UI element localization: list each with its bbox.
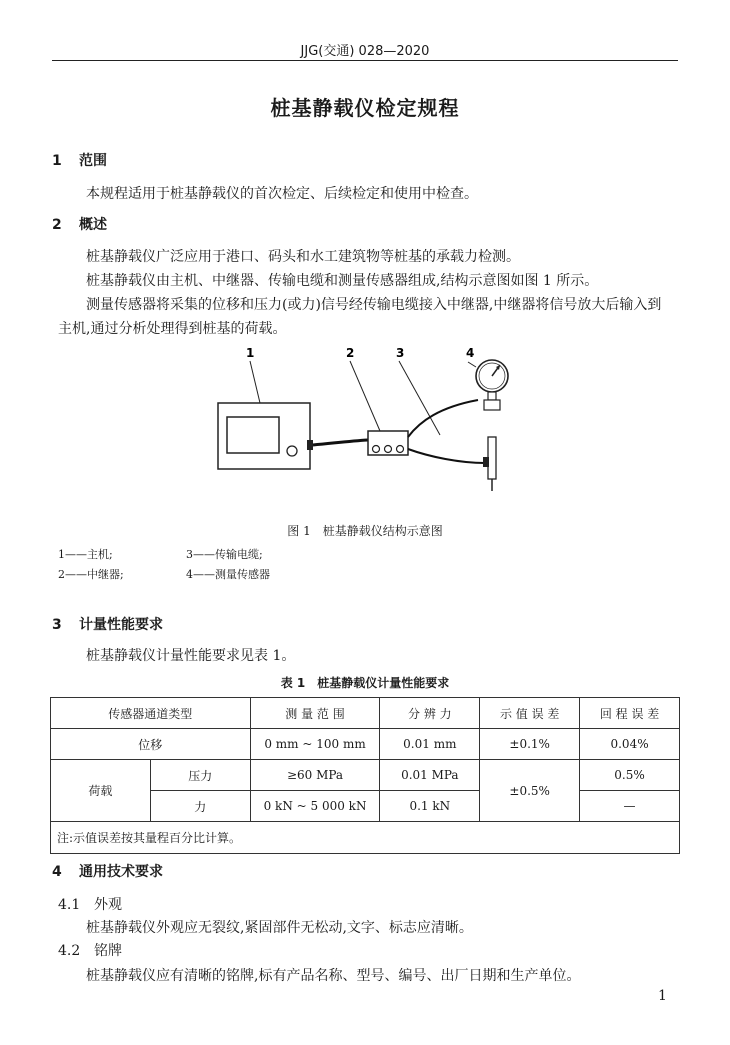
pressure-gauge-icon — [476, 360, 508, 410]
section-2-paragraph-3: 测量传感器将采集的位移和压力(或力)信号经传输电缆接入中继器,中继器将信号放大后输入到主机,通过分析处理得到桩基的荷载。 — [58, 297, 662, 337]
legend-item: 2——中继器; — [58, 568, 124, 581]
subsection-title: 铭牌 — [94, 943, 122, 959]
cell-type: 位移 — [51, 729, 251, 760]
cell-range: 0 mm ~ 100 mm — [250, 729, 380, 760]
cell-load-group: 荷载 — [51, 760, 151, 822]
cell-type: 压力 — [150, 760, 250, 791]
subsection-4-2-heading — [58, 940, 122, 960]
subsection-4-1-text: 桩基静载仪外观应无裂纹,紧固部件无松动,文字、标志应清晰。 — [86, 920, 473, 936]
label-3: 3 — [396, 346, 405, 360]
table-note: 注:示值误差按其量程百分比计算。 — [51, 822, 680, 854]
page-number: 1 — [658, 988, 667, 1004]
table-row-pressure — [51, 760, 680, 791]
section-number: 1 — [52, 153, 62, 169]
cell-resolution: 0.01 mm — [380, 729, 480, 760]
page-title: 桩基静载仪检定规程 — [270, 96, 460, 120]
document-header: JJG(交通) 028—2020 — [300, 44, 430, 59]
subsection-4-2-text: 桩基静载仪应有清晰的铭牌,标有产品名称、型号、编号、出厂日期和生产单位。 — [86, 968, 581, 984]
subsection-number: 4.1 — [58, 897, 81, 913]
cell-resolution: 0.01 MPa — [380, 760, 480, 791]
section-title: 通用技术要求 — [79, 864, 163, 880]
header-range: 测 量 范 围 — [250, 698, 380, 729]
cell-hysteresis: — — [580, 791, 680, 822]
section-3-paragraph: 桩基静载仪计量性能要求见表 1。 — [86, 648, 296, 664]
label-4: 4 — [466, 346, 475, 360]
legend-item: 3——传输电缆; — [186, 548, 263, 561]
table-caption: 表 1 桩基静载仪计量性能要求 — [280, 676, 450, 690]
cable-main-to-relay — [313, 440, 368, 445]
cell-hysteresis: 0.04% — [580, 729, 680, 760]
performance-table — [50, 697, 680, 854]
header-resolution: 分 辨 力 — [380, 698, 480, 729]
cell-hysteresis: 0.5% — [580, 760, 680, 791]
cell-error: ±0.1% — [480, 729, 580, 760]
figure-legend-row-1 — [58, 546, 263, 562]
header-rule — [52, 60, 678, 61]
figure-legend-row-2 — [58, 566, 270, 582]
section-3-heading — [52, 614, 163, 634]
header-indication-error: 示 值 误 差 — [480, 698, 580, 729]
figure-caption: 图 1 桩基静载仪结构示意图 — [287, 524, 443, 538]
leader-line-1 — [250, 361, 260, 403]
label-1: 1 — [246, 346, 255, 360]
table-row-displacement — [51, 729, 680, 760]
section-title: 计量性能要求 — [79, 617, 163, 633]
structure-diagram — [200, 345, 530, 505]
section-number: 3 — [52, 617, 62, 633]
section-1-heading — [52, 150, 107, 170]
header-hysteresis-error: 回 程 误 差 — [580, 698, 680, 729]
section-2-paragraph-2: 桩基静载仪由主机、中继器、传输电缆和测量传感器组成,结构示意图如图 1 所示。 — [86, 273, 599, 289]
leader-line-2 — [350, 361, 380, 431]
transmission-cable-pressure — [408, 400, 478, 437]
section-2-heading — [52, 214, 107, 234]
section-number: 2 — [52, 217, 62, 233]
main-unit-icon — [218, 403, 313, 469]
cell-resolution: 0.1 kN — [380, 791, 480, 822]
table-header-row — [51, 698, 680, 729]
relay-icon — [368, 431, 408, 455]
label-2: 2 — [346, 346, 355, 360]
section-title: 范围 — [79, 153, 107, 169]
cell-type: 力 — [150, 791, 250, 822]
leader-line-4 — [468, 362, 476, 367]
legend-item: 1——主机; — [58, 548, 113, 561]
cell-range: 0 kN ~ 5 000 kN — [250, 791, 380, 822]
cell-load-error: ±0.5% — [480, 760, 580, 822]
cell-range: ≥60 MPa — [250, 760, 380, 791]
legend-item: 4——测量传感器 — [186, 568, 270, 581]
table-note-row — [51, 822, 680, 854]
section-2-paragraph-1: 桩基静载仪广泛应用于港口、码头和水工建筑物等桩基的承载力检测。 — [86, 249, 520, 265]
subsection-number: 4.2 — [58, 943, 81, 959]
displacement-sensor-icon — [483, 437, 496, 491]
subsection-title: 外观 — [94, 897, 122, 913]
section-number: 4 — [52, 864, 62, 880]
section-4-heading — [52, 861, 163, 881]
section-1-paragraph: 本规程适用于桩基静载仪的首次检定、后续检定和使用中检查。 — [86, 186, 478, 202]
transmission-cable-displacement — [408, 449, 485, 463]
section-title: 概述 — [79, 217, 107, 233]
subsection-4-1-heading — [58, 894, 122, 914]
header-channel-type: 传感器通道类型 — [51, 698, 251, 729]
